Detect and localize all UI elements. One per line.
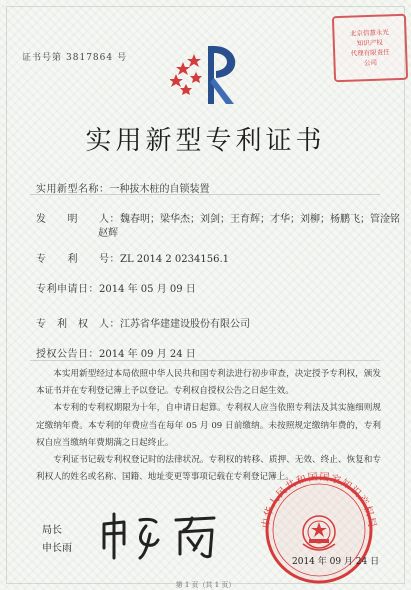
field-announce-date-label: 授权公告日： <box>36 349 99 360</box>
patent-office-logo-icon <box>170 40 252 110</box>
field-name <box>36 180 210 195</box>
seal-text: 中华人民共和国国家知识产权局 <box>260 471 378 530</box>
field-application-date-label: 专利申请日： <box>36 284 99 295</box>
body-paragraph-1: 本实用新型经过本局依照中华人民共和国专利法进行初步审查，决定授予专利权，颁发本证书并在专利登记簿上予以登记。专利权自授权公告之日起生效。 <box>36 369 381 397</box>
agency-stamp-line2: 知识产权 <box>356 38 383 48</box>
field-patent-no-label: 专 利 号： <box>36 254 120 265</box>
director-name: 申长雨 <box>42 543 72 554</box>
certificate-number <box>22 50 131 63</box>
certificate-number-value: 3817864 <box>66 53 114 63</box>
agency-stamp-line1: 北京信慧永光 <box>349 28 390 38</box>
field-patent-no <box>36 250 229 265</box>
divider <box>30 194 380 195</box>
certificate-number-suffix: 号 <box>117 53 128 63</box>
field-inventor-value-line2: 赵辉 <box>98 228 118 239</box>
field-inventor-cont <box>98 224 118 239</box>
page-number: 第 1 页（共 1 页） <box>175 581 236 589</box>
certificate-title: 实用新型专利证书 <box>85 126 326 156</box>
seal-date: 2014 年 09 月 24 日 <box>292 557 380 567</box>
director-title: 局长 <box>42 525 62 536</box>
field-announce-date <box>36 345 196 360</box>
agency-stamp-line4: 公司 <box>363 58 378 68</box>
director-signature <box>96 504 226 564</box>
agency-stamp-line3: 代理有限责任 <box>350 48 390 58</box>
field-inventor-label: 发 明 人： <box>36 214 120 225</box>
field-application-date-value: 2014 年 05 月 09 日 <box>99 284 196 295</box>
divider <box>30 360 380 361</box>
field-application-date <box>36 280 196 295</box>
field-patentee-label: 专 利 权 人： <box>36 319 120 330</box>
field-inventor-value: 魏春明；梁华杰；刘剑；王育辉；才华；刘柳；杨鹏飞；管淦铭 <box>120 214 400 225</box>
field-inventor <box>36 210 400 225</box>
field-name-label: 实用新型名称： <box>36 184 110 195</box>
body-paragraph-2: 本专利的专利权期限为十年，自申请日起算。专利权人应当依照专利法及其实施细则规定缴纳年费。本专利的年费应当在每年 05 月 09 日前缴纳。未按照规定缴纳年费的，专利权自应当缴纳年费期满之日起终止。 <box>36 403 381 448</box>
field-patentee <box>36 315 250 330</box>
field-patent-no-value: ZL 2014 2 0234156.1 <box>120 254 230 265</box>
field-name-value: 一种拔木桩的自锁装置 <box>109 184 210 195</box>
field-patentee-value: 江苏省华建建设股份有限公司 <box>120 319 250 330</box>
certificate-number-label: 证书号第 <box>22 53 63 63</box>
agency-stamp <box>332 14 408 83</box>
director-block <box>42 522 72 558</box>
field-announce-date-value: 2014 年 09 月 24 日 <box>99 349 196 360</box>
body-paragraph-3: 专利证书记载专利权登记时的法律状况。专利权的转移、质押、无效、终止、恢复和专利权人的姓名或名称、国籍、地址变更等事项记载在专利登记簿上。 <box>36 455 381 483</box>
